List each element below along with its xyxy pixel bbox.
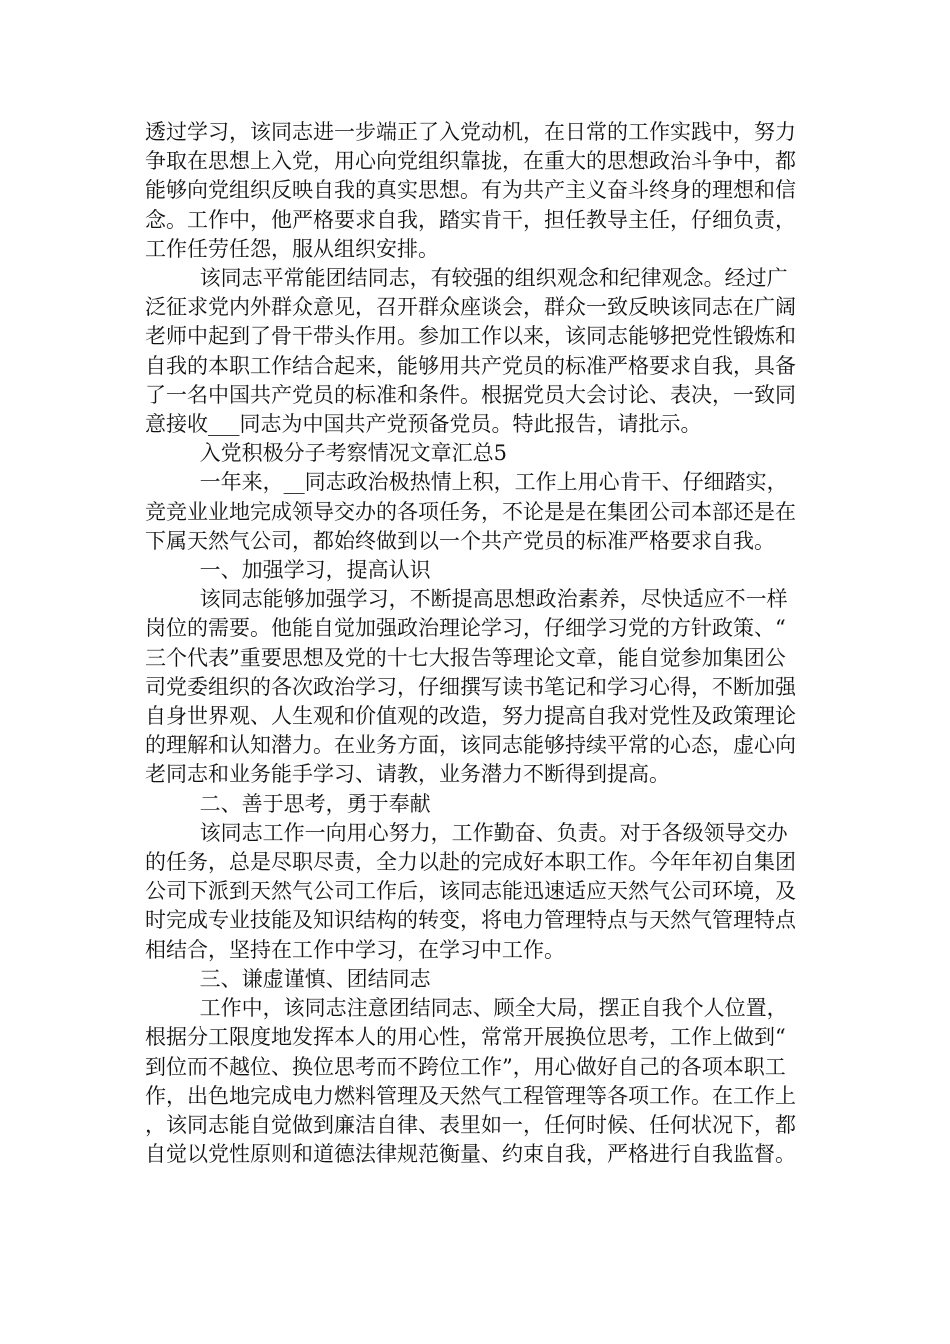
paragraph: 透过学习，该同志进一步端正了入党动机，在日常的工作实践中，努力争取在思想上入党，用心向党组织靠拢，在重大的思想政治斗争中，都能够向党组织反映自我的真实思想。有为共产主义奋斗终身的理想和信念。工作中，他严格要求自我，踏实肯干，担任教导主任，仔细负责，工作任劳任怨，服从组织安排。	[145, 120, 796, 261]
section-heading: 二、善于思考，勇于奉献	[199, 791, 431, 816]
paragraph: 一年来，__同志政治极热情上积，工作上用心肯干、仔细踏实，竞竞业业地完成领导交办的各项任务，不论是是在集团公司本部还是在下属天然气公司，都始终做到以一个共产党员的标准严格要求自我。	[145, 470, 796, 553]
section-title: 入党积极分子考察情况文章汇总5	[199, 441, 507, 466]
section-heading: 一、加强学习，提高认识	[199, 558, 431, 583]
paragraph: 该同志能够加强学习，不断提高思想政治素养，尽快适应不一样岗位的需要。他能自觉加强政治理论学习，仔细学习党的方针政策、“三个代表”重要思想及党的十七大报告等理论文章，能自觉参加集团公司党委组织的各次政治学习，仔细撰写读书笔记和学习心得，不断加强自身世界观、人生观和价值观的改造，努力提高自我对党性及政策理论的理解和认知潜力。在业务方面，该同志能够持续平常的心态，虚心向老同志和业务能手学习、请教，业务潜力不断得到提高。	[145, 587, 796, 787]
section-heading: 三、谦虚谨慎、团结同志	[199, 966, 431, 991]
paragraph: 该同志工作一向用心努力，工作勤奋、负责。对于各级领导交办的任务，总是尽职尽责，全力以赴的完成好本职工作。今年年初自集团公司下派到天然气公司工作后，该同志能迅速适应天然气公司环境，及时完成专业技能及知识结构的转变，将电力管理特点与天然气管理特点相结合，坚持在工作中学习，在学习中工作。	[145, 820, 796, 962]
paragraph: 该同志平常能团结同志，有较强的组织观念和纪律观念。经过广泛征求党内外群众意见，召开群众座谈会，群众一致反映该同志在广阔老师中起到了骨干带头作用。参加工作以来，该同志能够把党性锻炼和自我的本职工作结合起来，能够用共产党员的标准严格要求自我，具备了一名中国共产党员的标准和条件。根据党员大会讨论、表决，一致同意接收___同志为中国共产党预备党员。特此报告，请批示。	[145, 266, 796, 437]
paragraph: 工作中，该同志注意团结同志、顾全大局，摆正自我个人位置，根据分工限度地发挥本人的用心性，常常开展换位思考，工作上做到“到位而不越位、换位思考而不跨位工作”，用心做好自己的各项本职工作，出色地完成电力燃料管理及天然气工程管理等各项工作。在工作上，该同志能自觉做到廉洁自律、表里如一，任何时候、任何状况下，都自觉以党性原则和道德法律规范衡量、约束自我，严格进行自我监督。	[145, 996, 796, 1167]
document-body	[145, 118, 805, 1169]
